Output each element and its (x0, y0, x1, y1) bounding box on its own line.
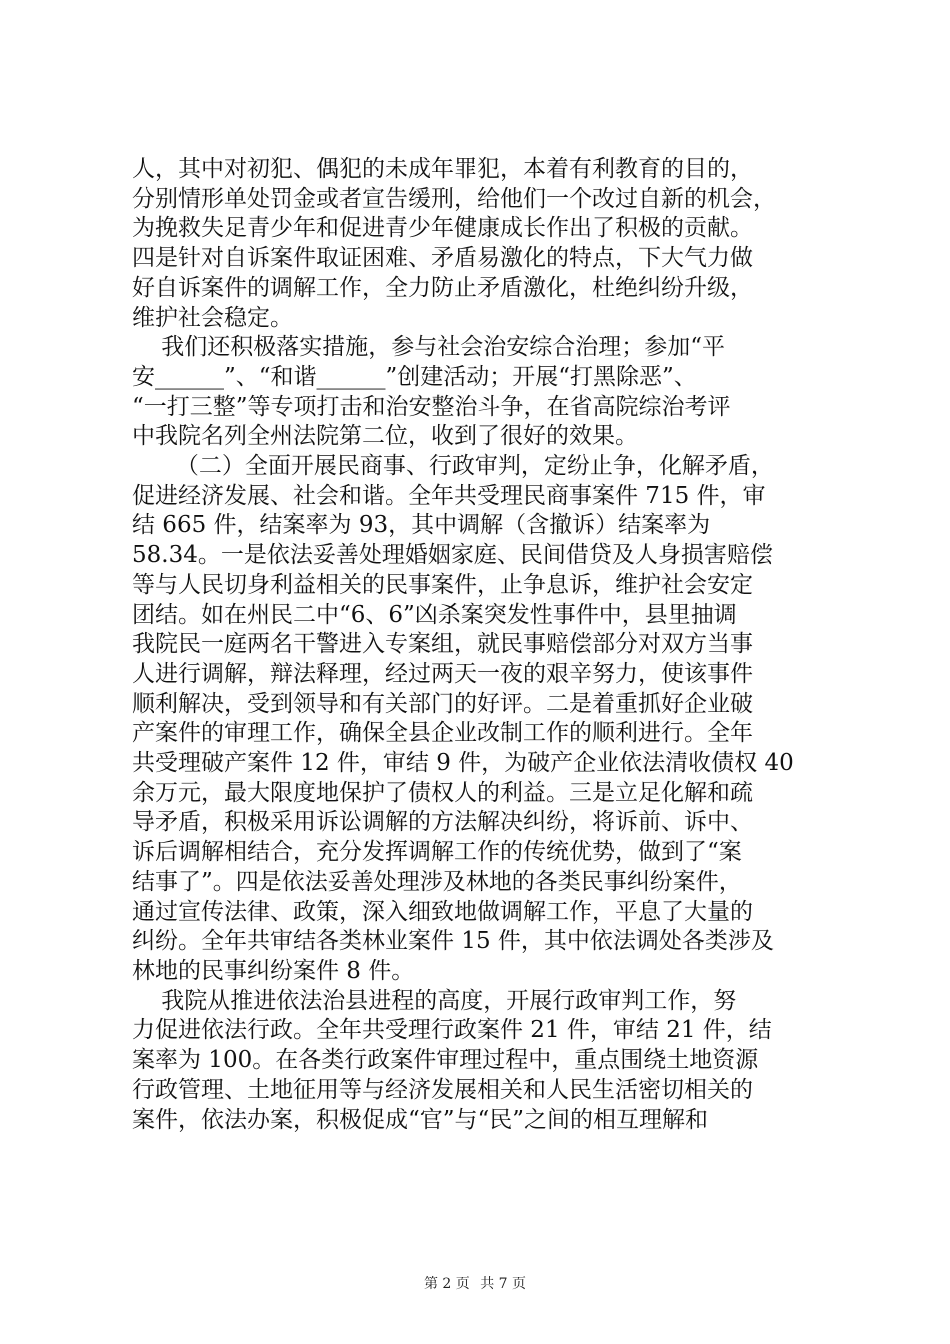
text-line: 案件，依法办案，积极促成“官”与“民”之间的相互理解和 (132, 1106, 709, 1133)
text-line: 人进行调解，辩法释理，经过两天一夜的艰辛努力，使该事件 (132, 660, 753, 687)
text-line: 纠纷。全年共审结各类林业案件 15 件，其中依法调处各类涉及 (132, 928, 774, 955)
text-line: 通过宣传法律、政策，深入细致地做调解工作，平息了大量的 (132, 898, 753, 925)
text-line: 团结。如在州民二中“6、6”凶杀案突发性事件中，县里抽调 (132, 601, 737, 628)
text-line: 案率为 100。在各类行政案件审理过程中，重点围绕土地资源 (132, 1047, 759, 1074)
text-line: 行政管理、土地征用等与经济发展相关和人民生活密切相关的 (132, 1076, 753, 1103)
text-line: 导矛盾，积极采用诉讼调解的方法解决纠纷，将诉前、诉中、 (132, 809, 753, 836)
text-line: 人，其中对初犯、偶犯的未成年罪犯，本着有利教育的目的， (132, 156, 753, 182)
text-line: 分别情形单处罚金或者宣告缓刑，给他们一个改过自新的机会， (132, 185, 776, 212)
page-total: 共 7 页 (480, 1276, 527, 1292)
text-line: （二）全面开展民商事、行政审判，定纷止争，化解矛盾， (132, 453, 774, 480)
text-line: “一打三整”等专项打击和治安整治斗争，在省高院综治考评 (132, 393, 731, 420)
body-text (132, 155, 822, 1135)
text-line: 安______”、“和谐______”创建活动；开展“打黑除恶”、 (132, 363, 697, 390)
text-line: 结 665 件，结案率为 93，其中调解（含撤诉）结案率为 (132, 512, 711, 539)
text-line: 林地的民事纠纷案件 8 件。 (132, 957, 415, 984)
text-line: 58.34。一是依法妥善处理婚姻家庭、民间借贷及人身损害赔偿 (132, 542, 773, 569)
paragraph-4 (132, 987, 822, 1136)
page-footer (0, 1273, 950, 1293)
text-line: 维护社会稳定。 (132, 304, 293, 331)
text-line: 顺利解决，受到领导和有关部门的好评。二是着重抓好企业破 (132, 690, 753, 717)
text-line: 我院民一庭两名干警进入专案组，就民事赔偿部分对双方当事 (132, 631, 753, 658)
text-line: 诉后调解相结合，充分发挥调解工作的传统优势，做到了“案 (132, 839, 742, 866)
page-number: 第 2 页 (423, 1276, 470, 1292)
text-line: 我们还积极落实措施，参与社会治安综合治理；参加“平 (132, 334, 726, 361)
text-line: 结事了”。四是依法妥善处理涉及林地的各类民事纠纷案件， (132, 868, 742, 895)
text-line: 力促进依法行政。全年共受理行政案件 21 件，审结 21 件，结 (132, 1017, 772, 1044)
text-line: 四是针对自诉案件取证困难、矛盾易激化的特点，下大气力做 (132, 245, 753, 272)
text-line: 余万元，最大限度地保护了债权人的利益。三是立足化解和疏 (132, 779, 753, 806)
text-line: 为挽救失足青少年和促进青少年健康成长作出了积极的贡献。 (132, 215, 753, 242)
text-line: 等与人民切身利益相关的民事案件，止争息诉，维护社会安定 (132, 571, 753, 598)
text-line: 好自诉案件的调解工作，全力防止矛盾激化，杜绝纠纷升级， (132, 274, 753, 301)
paragraph-1 (132, 155, 822, 333)
text-line: 产案件的审理工作，确保全县企业改制工作的顺利进行。全年 (132, 720, 753, 747)
text-line: 中我院名列全州法院第二位，收到了很好的效果。 (132, 423, 638, 450)
text-line: 促进经济发展、社会和谐。全年共受理民商事案件 715 件，审 (132, 482, 766, 509)
paragraph-3 (132, 452, 822, 987)
text-line: 我院从推进依法治县进程的高度，开展行政审判工作，努 (132, 987, 737, 1014)
paragraph-2 (132, 333, 822, 452)
text-line: 共受理破产案件 12 件，审结 9 件，为破产企业依法清收债权 40 (132, 750, 794, 777)
